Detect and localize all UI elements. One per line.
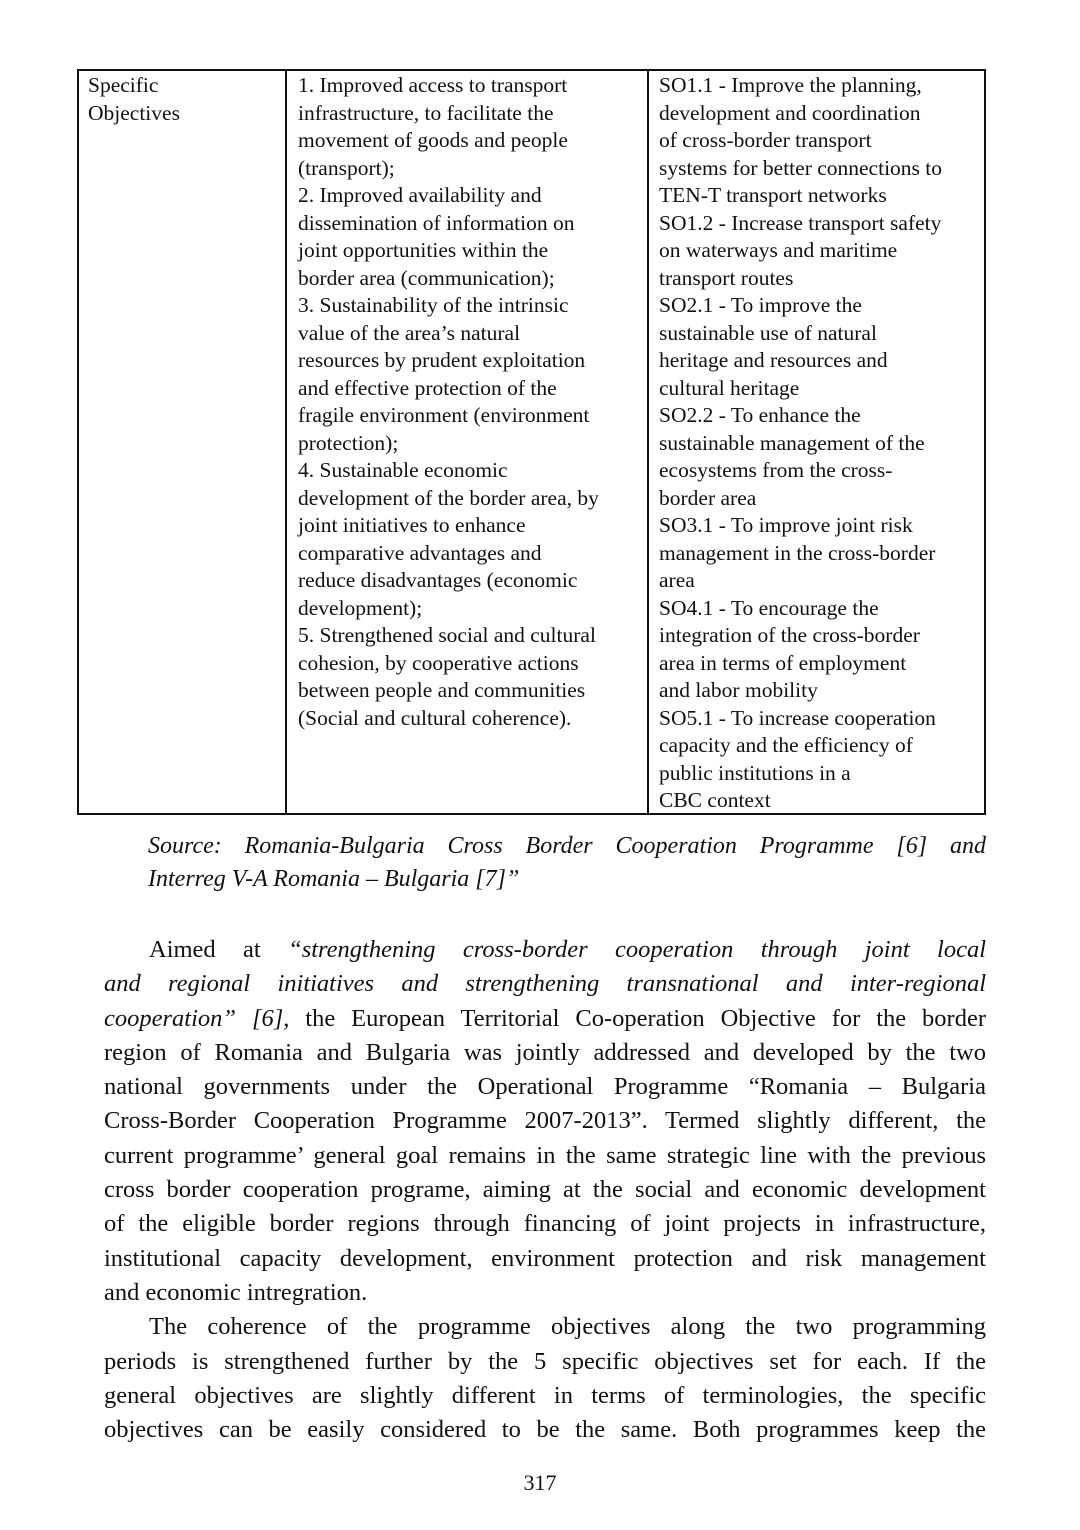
specific-objective-line: border area	[659, 485, 757, 510]
objective-line: protection);	[298, 430, 399, 455]
source-line-2: Interreg V-A Romania – Bulgaria [7]”	[148, 866, 520, 892]
specific-objective-line: SO2.1 - To improve the	[659, 293, 862, 317]
paragraph-1-line	[104, 1002, 986, 1036]
quote-run: and regional initiatives and strengthening transnational and inter-regional	[104, 970, 986, 998]
specific-objective-line: management in the cross-border	[659, 540, 936, 565]
objective-line: infrastructure, to facilitate the	[298, 100, 554, 125]
page-number: 317	[523, 1470, 557, 1495]
objective-line: border area (communication);	[298, 265, 555, 290]
objective-line: 5. Strengthened social and cultural	[298, 623, 596, 647]
specific-objective-line: heritage and resources and	[659, 348, 888, 372]
specific-objective-line: ecosystems from the cross-	[659, 458, 893, 482]
specific-objective-line: SO1.1 - Improve the planning,	[659, 73, 922, 97]
specific-objective-line: and labor mobility	[659, 678, 818, 702]
objective-line: 2. Improved availability and	[298, 183, 542, 207]
interreg-specific-objectives-cell	[649, 71, 984, 813]
paragraph-2-line: The coherence of the programme objectives along the two programming	[149, 1313, 986, 1341]
text-run: Aimed at	[149, 936, 289, 963]
objective-line: between people and communities	[298, 678, 586, 702]
paragraph-1-line: region of Romania and Bulgaria was jointly addressed and developed by the two	[104, 1038, 986, 1066]
objective-line: cohesion, by cooperative actions	[298, 650, 579, 675]
table-source-caption	[148, 830, 986, 896]
paragraph-1-line: of the eligible border regions through financing of joint projects in infrastructure,	[104, 1210, 986, 1238]
objective-line: joint opportunities within the	[298, 238, 549, 262]
objective-line: joint initiatives to enhance	[298, 513, 526, 537]
specific-objective-line: SO1.2 - Increase transport safety	[659, 210, 942, 235]
specific-objective-line: sustainable management of the	[659, 430, 925, 455]
text-run: , the European Territorial Co-operation Objective for the border	[283, 1004, 986, 1032]
specific-objective-line: area in terms of employment	[659, 650, 907, 675]
objective-line: movement of goods and people	[298, 128, 568, 152]
objective-line: resources by prudent exploitation	[298, 348, 586, 372]
specific-objective-line: SO4.1 - To encourage the	[659, 595, 879, 620]
specific-objective-line: systems for better connections to	[659, 155, 943, 180]
specific-objective-line: development and coordination	[659, 100, 921, 125]
objective-line: comparative advantages and	[298, 540, 542, 565]
objective-line: fragile environment (environment	[298, 403, 590, 427]
objectives-table	[77, 69, 986, 815]
objective-line: and effective protection of the	[298, 375, 557, 400]
paragraph-1-line: Cross-Border Cooperation Programme 2007-2013”. Termed slightly different, the	[104, 1107, 986, 1135]
objective-line: 1. Improved access to transport	[298, 73, 568, 97]
specific-objective-line: CBC context	[659, 788, 771, 812]
row-label-line: Specific	[88, 73, 159, 97]
body-text	[104, 933, 986, 1447]
paragraph-1-line	[104, 967, 986, 1001]
paragraph-2-line: objectives can be easily considered to be the same. Both programmes keep the	[104, 1416, 986, 1444]
objective-line: development);	[298, 595, 423, 620]
specific-objective-line: public institutions in a	[659, 760, 851, 785]
programme-2007-2013-objectives-cell	[287, 71, 649, 813]
paragraph-1-line: cross border cooperation programe, aiming at the social and economic development	[104, 1176, 986, 1204]
specific-objective-line: area	[659, 568, 695, 592]
objective-line: development of the border area, by	[298, 485, 599, 510]
objective-line: 3. Sustainability of the intrinsic	[298, 293, 569, 317]
specific-objective-line: of cross-border transport	[659, 128, 872, 152]
row-label-cell	[79, 71, 287, 813]
objective-line: (Social and cultural coherence).	[298, 705, 572, 730]
paragraph-1-line: and economic intregration.	[104, 1278, 368, 1306]
specific-objective-line: TEN-T transport networks	[659, 183, 887, 207]
specific-objective-line: integration of the cross-border	[659, 623, 920, 647]
paragraph-1-line: national governments under the Operational Programme “Romania – Bulgaria	[104, 1073, 986, 1101]
specific-objective-line: cultural heritage	[659, 375, 800, 400]
objective-line: reduce disadvantages (economic	[298, 568, 578, 592]
quote-run: cooperation” [6]	[104, 1004, 284, 1032]
paragraph-2-line: general objectives are slightly different in terms of terminologies, the specific	[104, 1381, 986, 1409]
specific-objective-line: sustainable use of natural	[659, 320, 877, 345]
paragraph-2-line: periods is strengthened further by the 5 specific objectives set for each. If the	[104, 1347, 986, 1375]
objective-line: dissemination of information on	[298, 210, 575, 235]
specific-objective-line: transport routes	[659, 265, 794, 290]
quote-run: “strengthening cross-border cooperation through joint local	[288, 936, 986, 963]
specific-objective-line: SO3.1 - To improve joint risk	[659, 513, 913, 537]
objective-line: (transport);	[298, 155, 395, 180]
row-label-line: Objectives	[88, 100, 180, 125]
specific-objective-line: capacity and the efficiency of	[659, 733, 913, 757]
specific-objective-line: SO5.1 - To increase cooperation	[659, 705, 936, 730]
specific-objective-line: on waterways and maritime	[659, 238, 898, 262]
paragraph-1-line: institutional capacity development, environment protection and risk management	[104, 1244, 986, 1272]
source-line-1: Source: Romania-Bulgaria Cross Border Cooperation Programme [6] and	[148, 833, 986, 859]
objective-line: value of the area’s natural	[298, 320, 521, 345]
paragraph-1-line: current programme’ general goal remains in the same strategic line with the previous	[104, 1141, 986, 1169]
specific-objective-line: SO2.2 - To enhance the	[659, 403, 861, 427]
paragraph-1-line	[104, 933, 986, 967]
objective-line: 4. Sustainable economic	[298, 458, 508, 482]
